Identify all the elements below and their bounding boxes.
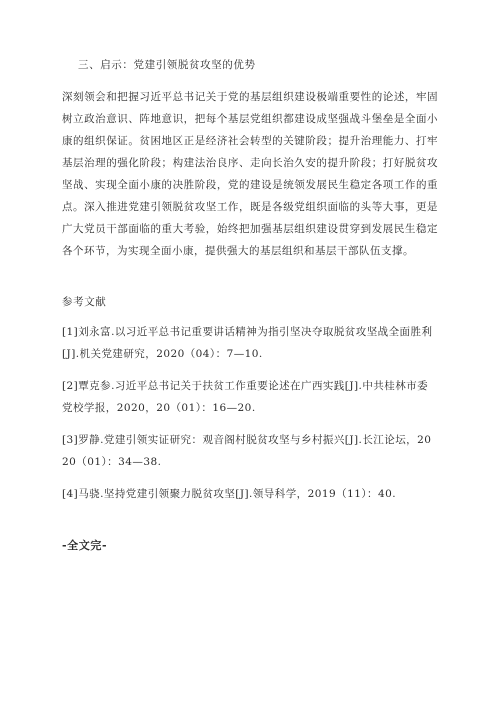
reference-item: [2]覃克参.习近平总书记关于扶贫工作重要论述在广西实践[J].中共桂林市委党校学报，2020，20（01）：16—20. xyxy=(62,380,429,414)
reference-item: [4]马骁.坚持党建引领聚力脱贫攻坚[J].领导科学，2019（11）：40. xyxy=(62,488,397,500)
references-heading: 参考文献 xyxy=(62,296,107,308)
body-paragraph: 深刻领会和把握习近平总书记关于党的基层组织建设极端重要性的论述，牢固树立政治意识、阵地意识，把每个基层党组织都建设成坚强战斗堡垒是全面小康的组织保证。贫困地区正是经济社会转型的关键阶段；提升治理能力、打牢基层治理的强化阶段；构建法治良序、走向长治久安的提升阶段；打好脱贫攻坚战、实现全面小康的决胜阶段，党的建设是统领发展民生稳定各项工作的重点。深入推进党建引领脱贫攻坚工作，既是各级党组织面临的头等大事，更是广大党员干部面临的重大考验，始终把加强基层组织建设贯穿到发展民生稳定各个环节，为实现全面小康，提供强大的基层组织和基层干部队伍支撑。 xyxy=(62,91,438,257)
end-of-document-mark: -全文完- xyxy=(62,539,108,552)
reference-list xyxy=(62,321,438,515)
reference-item: [1]刘永富.以习近平总书记重要讲话精神为指引坚决夺取脱贫攻坚战全面胜利[J].机关党建研究，2020（04）：7—10. xyxy=(62,326,433,360)
reference-item: [3]罗静.党建引领实证研究：观音阁村脱贫攻坚与乡村振兴[J].长江论坛，2020（01）：34—38. xyxy=(62,434,432,468)
section-heading: 三、启示：党建引领脱贫攻坚的优势 xyxy=(78,59,256,71)
